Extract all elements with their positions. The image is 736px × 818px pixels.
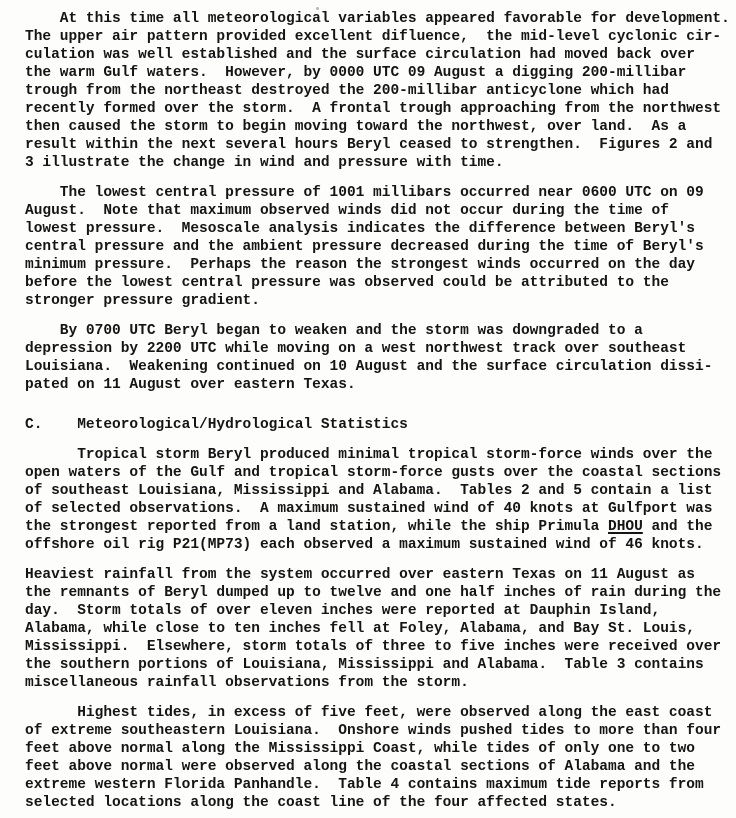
text-segment: the strongest reported from a land station, while the ship Primula — [25, 519, 608, 535]
text-line: 3 illustrate the change in wind and pressure with time. — [25, 155, 504, 171]
text-line: depression by 2200 UTC while moving on a west northwest track over southeast — [25, 341, 687, 357]
text-line: of southeast Louisiana, Mississippi and Alabama. Tables 2 and 5 contain a list — [25, 483, 713, 499]
page-content — [25, 10, 730, 812]
paragraph — [25, 446, 730, 554]
text-line: Highest tides, in excess of five feet, were observed along the east coast — [25, 705, 713, 721]
text-line: of selected observations. A maximum sustained wind of 40 knots at Gulfport was — [25, 501, 713, 517]
text-line: the southern portions of Louisiana, Mississippi and Alabama. Table 3 contains — [25, 657, 704, 673]
section-heading — [25, 416, 730, 434]
text-line: Mississippi. Elsewhere, storm totals of three to five inches were received over — [25, 639, 722, 655]
text-line: then caused the storm to begin moving toward the northwest, over land. As a — [25, 119, 687, 135]
text-line: Tropical storm Beryl produced minimal tropical storm-force winds over the — [25, 447, 713, 463]
text-line: At this time all meteorological variables appeared favorable for development. — [25, 11, 730, 27]
text-line: central pressure and the ambient pressure decreased during the time of Beryl's — [25, 239, 704, 255]
text-line: C. Meteorological/Hydrological Statistics — [25, 417, 408, 433]
scan-speck-artifact — [316, 7, 319, 10]
text-line: of extreme southeastern Louisiana. Onshore winds pushed tides to more than four — [25, 723, 722, 739]
text-line: recently formed over the storm. A frontal trough approaching from the northwest — [25, 101, 722, 117]
text-line: extreme western Florida Panhandle. Table 4 contains maximum tide reports from — [25, 777, 704, 793]
paragraph — [25, 322, 730, 394]
text-line: stronger pressure gradient. — [25, 293, 260, 309]
text-line: The upper air pattern provided excellent difluence, the mid-level cyclonic cir- — [25, 29, 722, 45]
paragraph — [25, 566, 730, 692]
text-line: selected locations along the coast line of the four affected states. — [25, 795, 617, 811]
text-line: pated on 11 August over eastern Texas. — [25, 377, 356, 393]
paragraph — [25, 184, 730, 310]
text-line: Alabama, while close to ten inches fell at Foley, Alabama, and Bay St. Louis, — [25, 621, 696, 637]
text-segment: and the — [642, 519, 713, 535]
text-line: result within the next several hours Beryl ceased to strengthen. Figures 2 and — [25, 137, 713, 153]
text-line: August. Note that maximum observed winds did not occur during the time of — [25, 203, 669, 219]
text-line: open waters of the Gulf and tropical storm-force gusts over the coastal sections — [25, 465, 722, 481]
text-line: the remnants of Beryl dumped up to twelve and one half inches of rain during the — [25, 585, 722, 601]
underlined-text: DHOU — [608, 519, 643, 535]
text-line: miscellaneous rainfall observations from the storm. — [25, 675, 469, 691]
paragraph — [25, 704, 730, 812]
text-line: feet above normal were observed along the coastal sections of Alabama and the — [25, 759, 696, 775]
text-line: By 0700 UTC Beryl began to weaken and the storm was downgraded to a — [25, 323, 643, 339]
text-line: before the lowest central pressure was observed could be attributed to the — [25, 275, 669, 291]
text-line: trough from the northeast destroyed the 200-millibar anticyclone which had — [25, 83, 669, 99]
text-line: Heaviest rainfall from the system occurred over eastern Texas on 11 August as — [25, 567, 696, 583]
text-line: The lowest central pressure of 1001 millibars occurred near 0600 UTC on 09 — [25, 185, 704, 201]
text-line: Louisiana. Weakening continued on 10 August and the surface circulation dissi- — [25, 359, 713, 375]
text-line: offshore oil rig P21(MP73) each observed a maximum sustained wind of 46 knots. — [25, 537, 704, 553]
paragraph — [25, 10, 730, 172]
text-line: lowest pressure. Mesoscale analysis indicates the difference between Beryl's — [25, 221, 696, 237]
text-line: the warm Gulf waters. However, by 0000 UTC 09 August a digging 200-millibar — [25, 65, 687, 81]
text-line: culation was well established and the surface circulation had moved back over — [25, 47, 696, 63]
text-line: day. Storm totals of over eleven inches were reported at Dauphin Island, — [25, 603, 661, 619]
text-line: minimum pressure. Perhaps the reason the strongest winds occurred on the day — [25, 257, 696, 273]
text-line: feet above normal along the Mississippi Coast, while tides of only one to two — [25, 741, 696, 757]
text-line — [25, 518, 730, 536]
